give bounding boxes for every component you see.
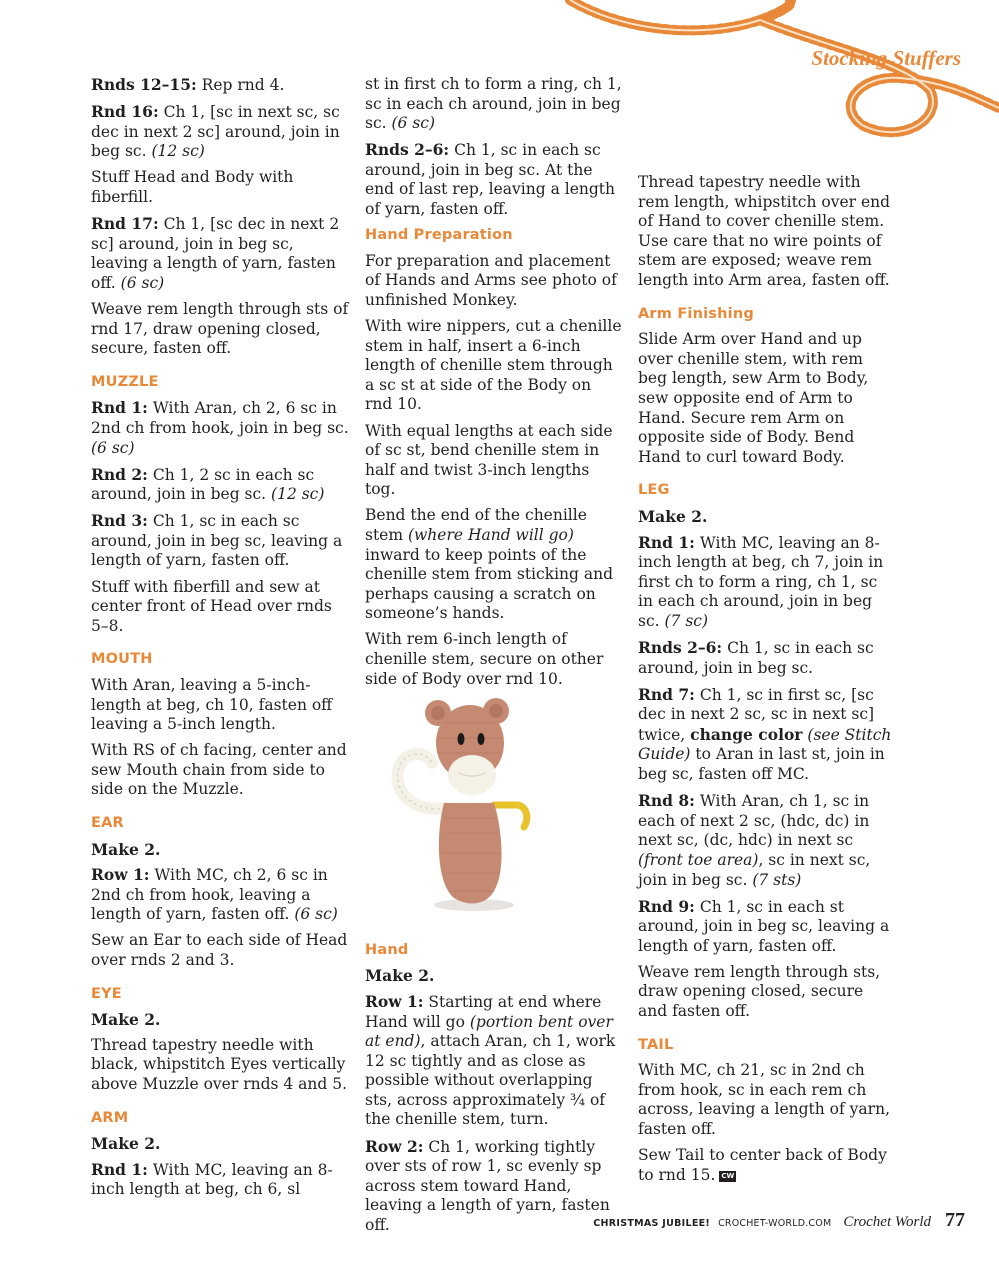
instruction-weave: Weave rem length through sts of rnd 17, draw opening closed, secure, fasten off. — [91, 299, 349, 358]
monkey-photo — [384, 693, 534, 913]
heading-hand-preparation: Hand Preparation — [365, 227, 513, 244]
instruction-rnd-17: Rnd 17: Ch 1, [sc dec in next 2 sc] around, join in beg sc, leaving a length of yarn, fasten off. (6 sc) — [91, 214, 340, 292]
ear-finish: Sew an Ear to each side of Head over rnds 2 and 3. — [91, 931, 348, 970]
eye-step-1: Thread tapestry needle with black, whipstitch Eyes vertically above Muzzle over rnds 4 and 5. — [91, 1035, 348, 1094]
hand-prep-2: With wire nippers, cut a chenille stem in half, insert a 6-inch length of chenille stem through a sc st at side of the Body on rnd 10. — [365, 317, 622, 414]
hand-finish: Thread tapestry needle with rem length, whipstitch over end of Hand to cover chenille stem. Use care that no wire points of stem are exposed; weave rem length into Arm area, fasten off. — [638, 173, 891, 289]
muzzle-rnd-2: Rnd 2: Ch 1, 2 sc in each sc around, join in beg sc. (12 sc) — [91, 464, 325, 504]
leg-rnd-7: Rnd 7: Ch 1, sc in first sc, [sc dec in next 2 sc, sc in next sc] twice, change color (see Stitch Guide) to Aran in last st, join in beg sc, fasten off MC. — [638, 684, 892, 784]
footer-website: CROCHET-WORLD.COM — [718, 1218, 832, 1229]
heading-arm-finishing: Arm Finishing — [638, 305, 754, 322]
hand-prep-5: With rem 6-inch length of chenille stem, secure on other side of Body over rnd 10. — [365, 630, 604, 688]
muzzle-rnd-1: Rnd 1: With Aran, ch 2, 6 sc in 2nd ch from hook, join in beg sc. (6 sc) — [91, 398, 349, 457]
heading-ear: EAR — [91, 815, 124, 831]
column-1 — [91, 75, 349, 1207]
leg-rnd-8: Rnd 8: With Aran, ch 1, sc in each of next 2 sc, (hdc, dc) in next sc, (dc, hdc) in next sc (front toe area), sc in next sc, join in beg sc. (7 sts) — [638, 791, 871, 889]
hand-prep-1: For preparation and placement of Hands and Arms see photo of unfinished Monkey. — [365, 251, 617, 309]
arm-rnd-1-cont: st in first ch to form a ring, ch 1, sc in each ch around, join in beg sc. (6 sc) — [365, 75, 622, 133]
heading-leg: LEG — [638, 482, 670, 499]
footer-issue: CHRISTMAS JUBILEE! — [593, 1218, 711, 1229]
leg-rnd-9: Rnd 9: Ch 1, sc in each st around, join in beg sc, leaving a length of yarn, fasten off. — [638, 896, 890, 955]
leg-make: Make 2. — [638, 506, 708, 526]
heading-arm: ARM — [91, 1109, 129, 1126]
hand-prep-3: With equal lengths at each side of sc st, bend chenille stem in half and twist 3-inch lengths tog. — [365, 421, 613, 499]
mouth-step-1: With Aran, leaving a 5-inch-length at beg, ch 10, fasten off leaving a 5-inch length. — [91, 675, 333, 734]
heading-mouth: MOUTH — [91, 651, 153, 668]
tail-step-2: Sew Tail to center back of Body to rnd 15. CW — [638, 1146, 887, 1184]
muzzle-finish: Stuff with fiberfill and sew at center front of Head over rnds 5–8. — [91, 577, 332, 635]
arm-rnd-1: Rnd 1: With MC, leaving an 8-inch length at beg, ch 6, sl — [91, 1159, 333, 1199]
arm-make: Make 2. — [91, 1134, 161, 1154]
heading-muzzle: MUZZLE — [91, 373, 159, 390]
instruction-rnd-16: Rnd 16: Ch 1, [sc in next sc, sc dec in next 2 sc] around, join in beg sc. (12 sc) — [91, 102, 340, 161]
hand-row-2: Row 2: Ch 1, working tightly over sts of row 1, sc evenly sp across stem toward Hand, leaving a length of yarn, fasten off. — [365, 1136, 610, 1234]
hand-make: Make 2. — [365, 966, 435, 986]
heading-hand: Hand — [365, 941, 409, 958]
tail-step-1: With MC, ch 21, sc in 2nd ch from hook, sc in each rem ch across, leaving a length of yarn, fasten off. — [638, 1061, 890, 1139]
column-2 — [365, 75, 623, 1242]
ear-row-1: Row 1: With MC, ch 2, 6 sc in 2nd ch from hook, leaving a length of yarn, fasten off. (6 sc) — [91, 865, 338, 924]
footer-magazine: Crochet World — [843, 1214, 931, 1230]
eye-make: Make 2. — [91, 1010, 161, 1030]
ear-make: Make 2. — [91, 839, 161, 859]
hand-row-1: Row 1: Starting at end where Hand will go (portion bent over at end), attach Aran, ch 1, work 12 sc tightly and as close as possible without overlapping sts, across approximately ¾ of the chenille stem, turn. — [365, 991, 616, 1129]
page-footer — [593, 1209, 965, 1232]
mouth-step-2: With RS of ch facing, center and sew Mouth chain from side to side on the Muzzle. — [91, 741, 347, 799]
instruction-rnds-12-15: Rnds 12–15: Rep rnd 4. — [91, 75, 285, 94]
leg-rnds-2-6: Rnds 2–6: Ch 1, sc in each sc around, join in beg sc. — [638, 637, 874, 677]
instruction-stuff: Stuff Head and Body with fiberfill. — [91, 168, 294, 206]
leg-finish: Weave rem length through sts, draw opening closed, secure and fasten off. — [638, 962, 881, 1021]
arm-rnds-2-6: Rnds 2–6: Ch 1, sc in each sc around, join in beg sc. At the end of last rep, leaving a length of yarn, fasten off. — [365, 140, 615, 219]
muzzle-rnd-3: Rnd 3: Ch 1, sc in each sc around, join in beg sc, leaving a length of yarn, fasten off. — [91, 511, 343, 570]
leg-rnd-1: Rnd 1: With MC, leaving an 8-inch length at beg, ch 7, join in first ch to form a ring, ch 1, sc in each ch around, join in beg sc. (7 sc) — [638, 532, 884, 630]
hand-prep-4: Bend the end of the chenille stem (where Hand will go) inward to keep points of the chenille stem from sticking and perhaps causing a scratch on someone’s hands. — [365, 506, 614, 623]
section-title: Stocking Stuffers — [811, 46, 961, 70]
column-3 — [638, 173, 896, 1192]
page-number: 77 — [945, 1209, 965, 1231]
heading-tail: TAIL — [638, 1036, 674, 1053]
end-mark-icon: CW — [721, 1171, 735, 1180]
heading-eye: EYE — [91, 985, 122, 1002]
arm-finishing-text: Slide Arm over Hand and up over chenille stem, with rem beg length, sew Arm to Body, sew opposite end of Arm to Hand. Secure rem Arm on opposite side of Body. Bend Hand to curl toward Body. — [638, 330, 869, 466]
